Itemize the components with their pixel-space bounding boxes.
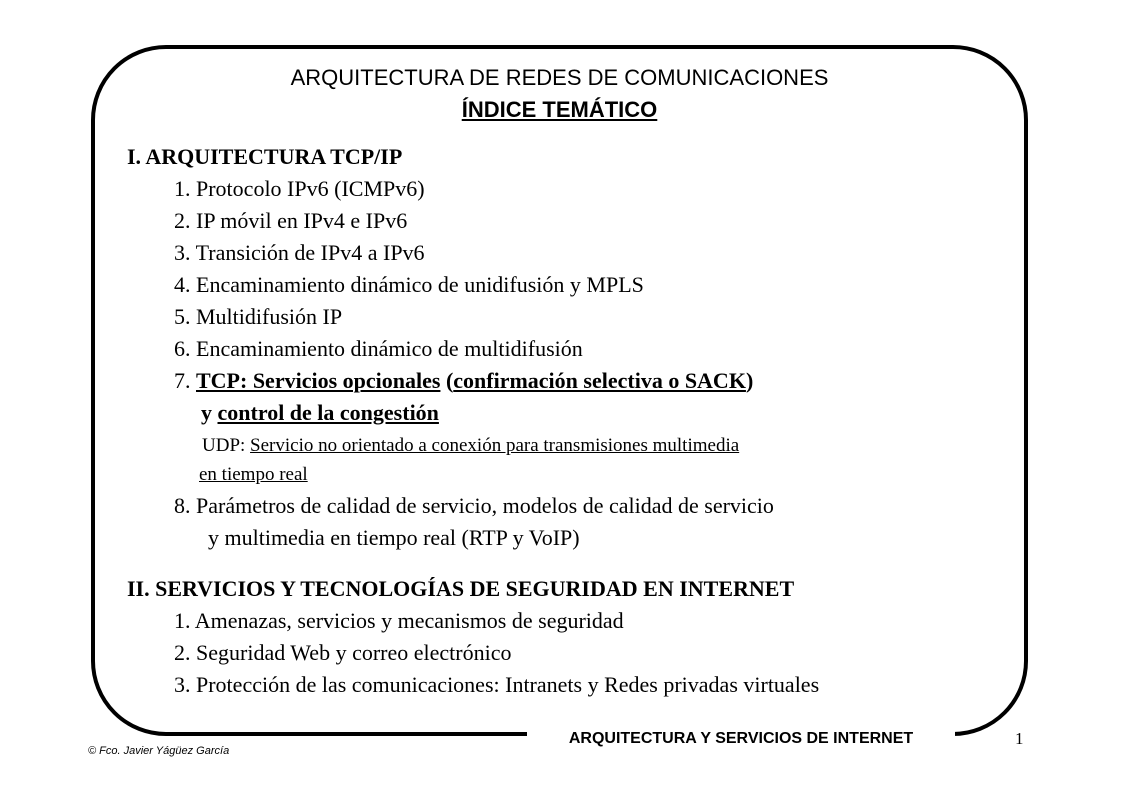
page-title: ARQUITECTURA DE REDES DE COMUNICACIONES	[290, 65, 829, 90]
tcp-optional-services-link[interactable]: TCP: Servicios opcionales	[196, 368, 441, 393]
list-item-7-cont	[201, 398, 439, 428]
list-item: 4. Encaminamiento dinámico de unidifusión y MPLS	[174, 272, 644, 297]
list-item-cont: y multimedia en tiempo real (RTP y VoIP)	[208, 525, 580, 550]
list-item: 5. Multidifusión IP	[174, 304, 343, 329]
list-item: 3. Protección de las comunicaciones: Intranets y Redes privadas virtuales	[174, 672, 820, 697]
list-item: 1. Amenazas, servicios y mecanismos de seguridad	[174, 608, 624, 633]
list-item: 2. Seguridad Web y correo electrónico	[174, 640, 512, 665]
open-paren: (	[440, 368, 454, 393]
list-item: 8. Parámetros de calidad de servicio, modelos de calidad de servicio	[174, 493, 774, 518]
udp-line	[202, 433, 739, 459]
section-heading-tcpip: I. ARQUITECTURA TCP/IP	[127, 144, 403, 169]
cont-prefix: y	[201, 400, 218, 425]
list-item: 1. Protocolo IPv6 (ICMPv6)	[174, 176, 425, 201]
congestion-control-link[interactable]: control de la congestión	[217, 400, 439, 425]
close-paren: )	[745, 368, 754, 393]
list-item-7	[174, 366, 753, 396]
list-item: 2. IP móvil en IPv4 e IPv6	[174, 208, 408, 233]
list-item: 3. Transición de IPv4 a IPv6	[174, 240, 425, 265]
udp-prefix: UDP:	[202, 435, 251, 456]
section-heading-security: II. SERVICIOS Y TECNOLOGÍAS DE SEGURIDAD EN INTERNET	[127, 576, 795, 601]
footer-course-title: ARQUITECTURA Y SERVICIOS DE INTERNET	[568, 730, 914, 747]
udp-line-cont[interactable]: en tiempo real	[199, 464, 308, 485]
sack-link[interactable]: confirmación selectiva o SACK	[453, 368, 746, 393]
copyright-notice: © Fco. Javier Yágüez García	[88, 745, 230, 757]
item-number: 7.	[174, 368, 196, 393]
page-number: 1	[1015, 729, 1024, 748]
list-item: 6. Encaminamiento dinámico de multidifusión	[174, 336, 583, 361]
udp-multimedia-link[interactable]: Servicio no orientado a conexión para transmisiones multimedia	[250, 435, 740, 456]
page-subtitle: ÍNDICE TEMÁTICO	[461, 97, 658, 122]
